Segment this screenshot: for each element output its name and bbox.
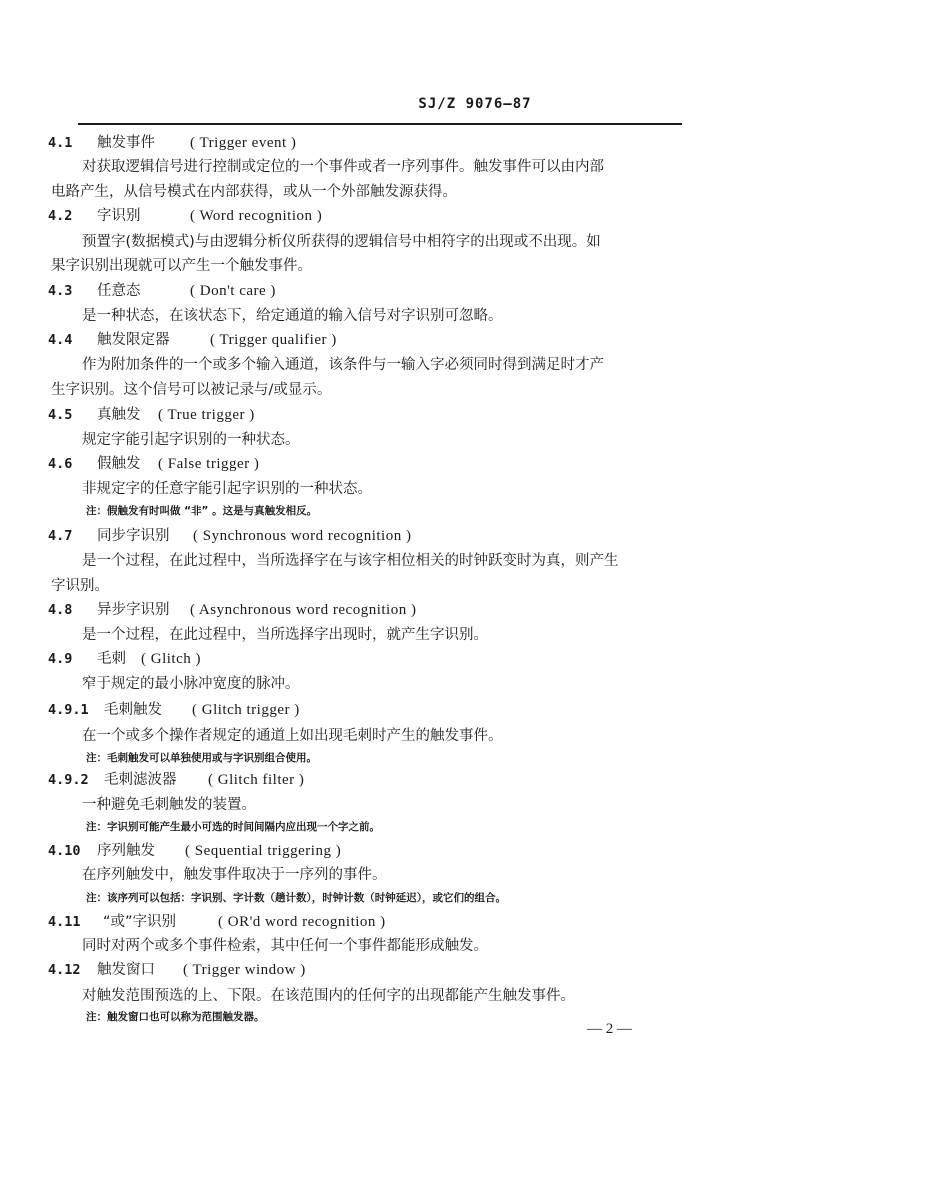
term-number: 4.11 [48, 914, 81, 930]
term-number: 4.2 [48, 208, 73, 224]
term-number: 4.10 [48, 843, 81, 859]
definition-line: 是一个过程，在此过程中，当所选择字在与该字相位相关的时钟跃变时为真，则产生 [82, 553, 619, 569]
definition-line: 是一种状态，在该状态下，给定通道的输入信号对字识别可忽略。 [82, 308, 503, 324]
term-name: 任意态 [97, 283, 141, 299]
header-rule [78, 123, 682, 125]
definition-line: 对获取逻辑信号进行控制或定位的一个事件或者一序列事件。触发事件可以由内部 [82, 159, 604, 175]
term-number: 4.1 [48, 135, 73, 151]
term-number: 4.7 [48, 528, 73, 544]
term-english: ( OR'd word recognition ) [218, 914, 386, 930]
term-number: 4.4 [48, 332, 73, 348]
term-english: ( Glitch ) [141, 651, 201, 667]
definition-line: 同时对两个或多个事件检索，其中任何一个事件都能形成触发。 [82, 938, 488, 954]
term-number: 4.8 [48, 602, 73, 618]
note: 注：触发窗口也可以称为范围触发器。 [86, 1011, 265, 1023]
definition-line: 在序列触发中，触发事件取决于一序列的事件。 [82, 867, 387, 883]
term-name: 异步字识别 [97, 602, 170, 618]
term-english: ( False trigger ) [158, 456, 260, 472]
document-header: SJ/Z 9076—87 [418, 96, 532, 112]
term-english: ( Trigger qualifier ) [210, 332, 337, 348]
term-english: ( Glitch trigger ) [192, 702, 300, 718]
definition-line: 电路产生，从信号模式在内部获得，或从一个外部触发源获得。 [51, 184, 457, 200]
term-name: 触发窗口 [97, 962, 155, 978]
term-name: 毛刺触发 [104, 702, 162, 718]
term-english: ( Don't care ) [190, 283, 276, 299]
definition-line: 非规定字的任意字能引起字识别的一种状态。 [82, 481, 372, 497]
term-name: 毛刺滤波器 [104, 772, 177, 788]
term-name: 序列触发 [97, 843, 155, 859]
definition-line: 果字识别出现就可以产生一个触发事件。 [51, 258, 312, 274]
term-english: ( Trigger event ) [190, 135, 297, 151]
term-name: 触发限定器 [97, 332, 170, 348]
term-number: 4.9.2 [48, 772, 89, 788]
note: 注：字识别可能产生最小可选的时间间隔内应出现一个字之前。 [86, 821, 380, 833]
term-name: 字识别 [97, 208, 141, 224]
definition-line: 生字识别。这个信号可以被记录与/或显示。 [51, 382, 332, 398]
term-name: 真触发 [97, 407, 141, 423]
term-number: 4.3 [48, 283, 73, 299]
term-english: ( Word recognition ) [190, 208, 323, 224]
definition-line: 作为附加条件的一个或多个输入通道，该条件与一输入字必须同时得到满足时才产 [82, 357, 604, 373]
term-name: 触发事件 [97, 135, 155, 151]
definition-line: 预置字(数据模式)与由逻辑分析仪所获得的逻辑信号中相符字的出现或不出现。如 [82, 234, 601, 250]
definition-line: 窄于规定的最小脉冲宽度的脉冲。 [82, 676, 300, 692]
term-english: ( Glitch filter ) [208, 772, 305, 788]
note: 注：毛刺触发可以单独使用或与字识别组合使用。 [86, 752, 317, 764]
term-number: 4.9.1 [48, 702, 89, 718]
term-english: ( Trigger window ) [183, 962, 306, 978]
definition-line: 规定字能引起字识别的一种状态。 [82, 432, 300, 448]
definition-line: 是一个过程，在此过程中，当所选择字出现时，就产生字识别。 [82, 627, 488, 643]
definition-line: 对触发范围预选的上、下限。在该范围内的任何字的出现都能产生触发事件。 [82, 988, 575, 1004]
term-english: ( Asynchronous word recognition ) [190, 602, 417, 618]
term-name: 毛刺 [97, 651, 126, 667]
page-number: — 2 — [587, 1021, 632, 1037]
note: 注：该序列可以包括：字识别、字计数（趟计数），时钟计数（时钟延迟），或它们的组合。 [86, 892, 506, 904]
note: 注：假触发有时叫做 “非” 。这是与真触发相反。 [86, 505, 318, 517]
term-english: ( Synchronous word recognition ) [193, 528, 412, 544]
definition-line: 一种避免毛刺触发的装置。 [82, 797, 256, 813]
term-name: 同步字识别 [97, 528, 170, 544]
term-name: “或”字识别 [103, 914, 177, 930]
term-number: 4.6 [48, 456, 73, 472]
term-number: 4.12 [48, 962, 81, 978]
term-name: 假触发 [97, 456, 141, 472]
term-english: ( True trigger ) [158, 407, 255, 423]
definition-line: 字识别。 [51, 578, 109, 594]
term-number: 4.5 [48, 407, 73, 423]
term-english: ( Sequential triggering ) [185, 843, 342, 859]
definition-line: 在一个或多个操作者规定的通道上如出现毛刺时产生的触发事件。 [82, 728, 503, 744]
term-number: 4.9 [48, 651, 73, 667]
